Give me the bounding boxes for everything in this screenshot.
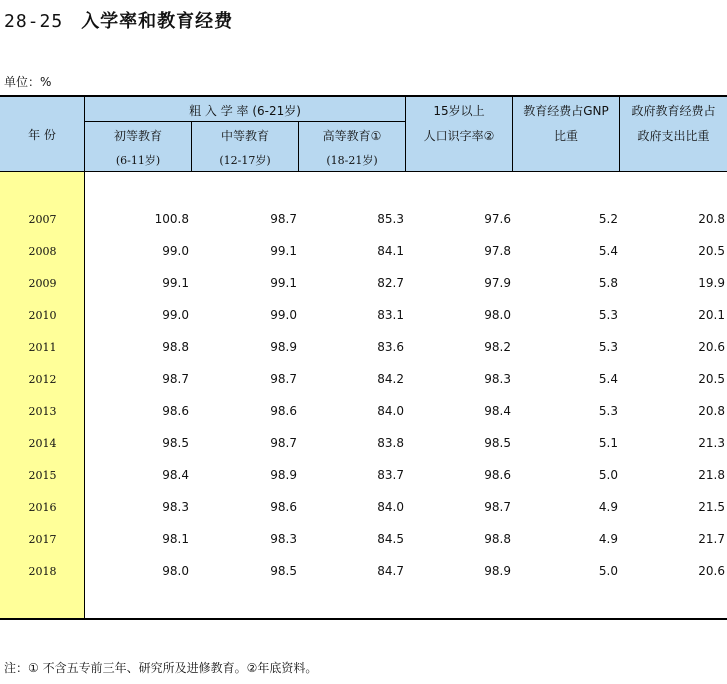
page-title — [4, 7, 233, 33]
secondary-cell: 98.7 — [270, 212, 297, 226]
gnp-cell: 5.0 — [598, 468, 618, 482]
table-row — [0, 466, 727, 486]
subheader-rule — [85, 121, 405, 122]
literacy-cell: 98.0 — [484, 308, 511, 322]
literacy-cell: 98.5 — [484, 436, 511, 450]
literacy-cell: 98.9 — [484, 564, 511, 578]
gnp-cell: 4.9 — [598, 500, 618, 514]
gov-cell: 20.1 — [698, 308, 725, 322]
literacy-cell: 98.3 — [484, 372, 511, 386]
gnp-cell: 4.9 — [598, 532, 618, 546]
secondary-cell: 98.7 — [270, 372, 297, 386]
secondary-cell: 98.6 — [270, 404, 297, 418]
literacy-cell: 98.4 — [484, 404, 511, 418]
literacy-cell: 97.8 — [484, 244, 511, 258]
secondary-cell: 99.0 — [270, 308, 297, 322]
primary-cell: 98.0 — [162, 564, 189, 578]
table-row — [0, 370, 727, 390]
gov-cell: 21.7 — [698, 532, 725, 546]
literacy-cell: 97.9 — [484, 276, 511, 290]
secondary-cell: 99.1 — [270, 276, 297, 290]
header-secondary: 中等教育 — [220, 129, 269, 143]
primary-cell: 98.7 — [162, 372, 189, 386]
primary-cell: 98.8 — [162, 340, 189, 354]
year-cell: 2009 — [28, 277, 57, 290]
gov-cell: 20.6 — [698, 564, 725, 578]
table-row — [0, 530, 727, 550]
secondary-cell: 99.1 — [270, 244, 297, 258]
secondary-cell: 98.9 — [270, 468, 297, 482]
secondary-cell: 98.6 — [270, 500, 297, 514]
table-row — [0, 274, 727, 294]
header-tertiary-age: (18-21岁) — [326, 154, 378, 167]
table-row — [0, 242, 727, 262]
year-cell: 2010 — [28, 309, 57, 322]
primary-cell: 98.5 — [162, 436, 189, 450]
gnp-cell: 5.8 — [598, 276, 618, 290]
tertiary-cell: 83.6 — [377, 340, 404, 354]
gov-cell: 20.8 — [698, 404, 725, 418]
header-gnp-line1: 教育经费占GNP — [523, 104, 609, 118]
tertiary-cell: 83.8 — [377, 436, 404, 450]
primary-cell: 98.1 — [162, 532, 189, 546]
gnp-cell: 5.1 — [598, 436, 618, 450]
table-number: 28-25 — [4, 11, 64, 32]
primary-cell: 99.1 — [162, 276, 189, 290]
year-cell: 2013 — [28, 405, 57, 418]
gnp-cell: 5.3 — [598, 340, 618, 354]
year-cell: 2016 — [28, 501, 57, 514]
header-gross-enrollment: 粗 入 学 率 (6-21岁) — [189, 104, 301, 118]
gov-cell: 20.6 — [698, 340, 725, 354]
gov-cell: 21.5 — [698, 500, 725, 514]
gnp-cell: 5.2 — [598, 212, 618, 226]
year-cell: 2012 — [28, 373, 57, 386]
header-gov-line1: 政府教育经费占 — [631, 104, 716, 118]
tertiary-cell: 84.7 — [377, 564, 404, 578]
header-rule — [0, 171, 727, 172]
secondary-cell: 98.5 — [270, 564, 297, 578]
year-cell: 2011 — [28, 341, 57, 354]
primary-cell: 100.8 — [154, 212, 189, 226]
year-cell: 2015 — [28, 469, 57, 482]
gov-cell: 20.8 — [698, 212, 725, 226]
gov-cell: 21.3 — [698, 436, 725, 450]
secondary-cell: 98.3 — [270, 532, 297, 546]
table-row — [0, 562, 727, 582]
tertiary-cell: 84.0 — [377, 404, 404, 418]
secondary-cell: 98.9 — [270, 340, 297, 354]
table-row — [0, 338, 727, 358]
header-primary: 初等教育 — [113, 129, 162, 143]
bottom-rule — [0, 618, 727, 620]
tertiary-cell: 83.7 — [377, 468, 404, 482]
table-row — [0, 434, 727, 454]
year-cell: 2017 — [28, 533, 57, 546]
gov-cell: 19.9 — [698, 276, 725, 290]
gov-cell: 20.5 — [698, 244, 725, 258]
tertiary-cell: 82.7 — [377, 276, 404, 290]
year-cell: 2008 — [28, 245, 57, 258]
tertiary-cell: 83.1 — [377, 308, 404, 322]
header-gov-line2: 政府支出比重 — [637, 129, 710, 143]
primary-cell: 99.0 — [162, 244, 189, 258]
tertiary-cell: 84.5 — [377, 532, 404, 546]
tertiary-cell: 84.1 — [377, 244, 404, 258]
literacy-cell: 97.6 — [484, 212, 511, 226]
tertiary-cell: 85.3 — [377, 212, 404, 226]
table-title: 入学率和教育经费 — [81, 11, 234, 32]
table-row — [0, 402, 727, 422]
header-year: 年 份 — [28, 128, 56, 142]
year-cell: 2018 — [28, 565, 57, 578]
literacy-cell: 98.8 — [484, 532, 511, 546]
header-tertiary: 高等教育① — [322, 129, 382, 143]
header-primary-age: (6-11岁) — [115, 154, 161, 167]
unit-label: 单位：% — [4, 75, 52, 89]
literacy-cell: 98.6 — [484, 468, 511, 482]
literacy-cell: 98.2 — [484, 340, 511, 354]
table-row — [0, 306, 727, 326]
tertiary-cell: 84.0 — [377, 500, 404, 514]
primary-cell: 98.4 — [162, 468, 189, 482]
header-literacy-line2: 人口识字率② — [423, 129, 495, 143]
primary-cell: 98.3 — [162, 500, 189, 514]
gnp-cell: 5.0 — [598, 564, 618, 578]
year-cell: 2014 — [28, 437, 57, 450]
footnote: 注：① 不含五专前三年、研究所及进修教育。②年底资料。 — [4, 661, 318, 675]
gnp-cell: 5.4 — [598, 244, 618, 258]
primary-cell: 98.6 — [162, 404, 189, 418]
header-literacy-line1: 15岁以上 — [433, 104, 485, 118]
literacy-cell: 98.7 — [484, 500, 511, 514]
year-column-background — [0, 171, 85, 619]
top-rule — [0, 95, 727, 97]
header-gnp-line2: 比重 — [553, 129, 578, 143]
gov-cell: 21.8 — [698, 468, 725, 482]
table-row — [0, 210, 727, 230]
gnp-cell: 5.3 — [598, 404, 618, 418]
tertiary-cell: 84.2 — [377, 372, 404, 386]
primary-cell: 99.0 — [162, 308, 189, 322]
gov-cell: 20.5 — [698, 372, 725, 386]
gnp-cell: 5.4 — [598, 372, 618, 386]
secondary-cell: 98.7 — [270, 436, 297, 450]
table-row — [0, 498, 727, 518]
year-cell: 2007 — [28, 213, 57, 226]
header-secondary-age: (12-17岁) — [219, 154, 271, 167]
gnp-cell: 5.3 — [598, 308, 618, 322]
